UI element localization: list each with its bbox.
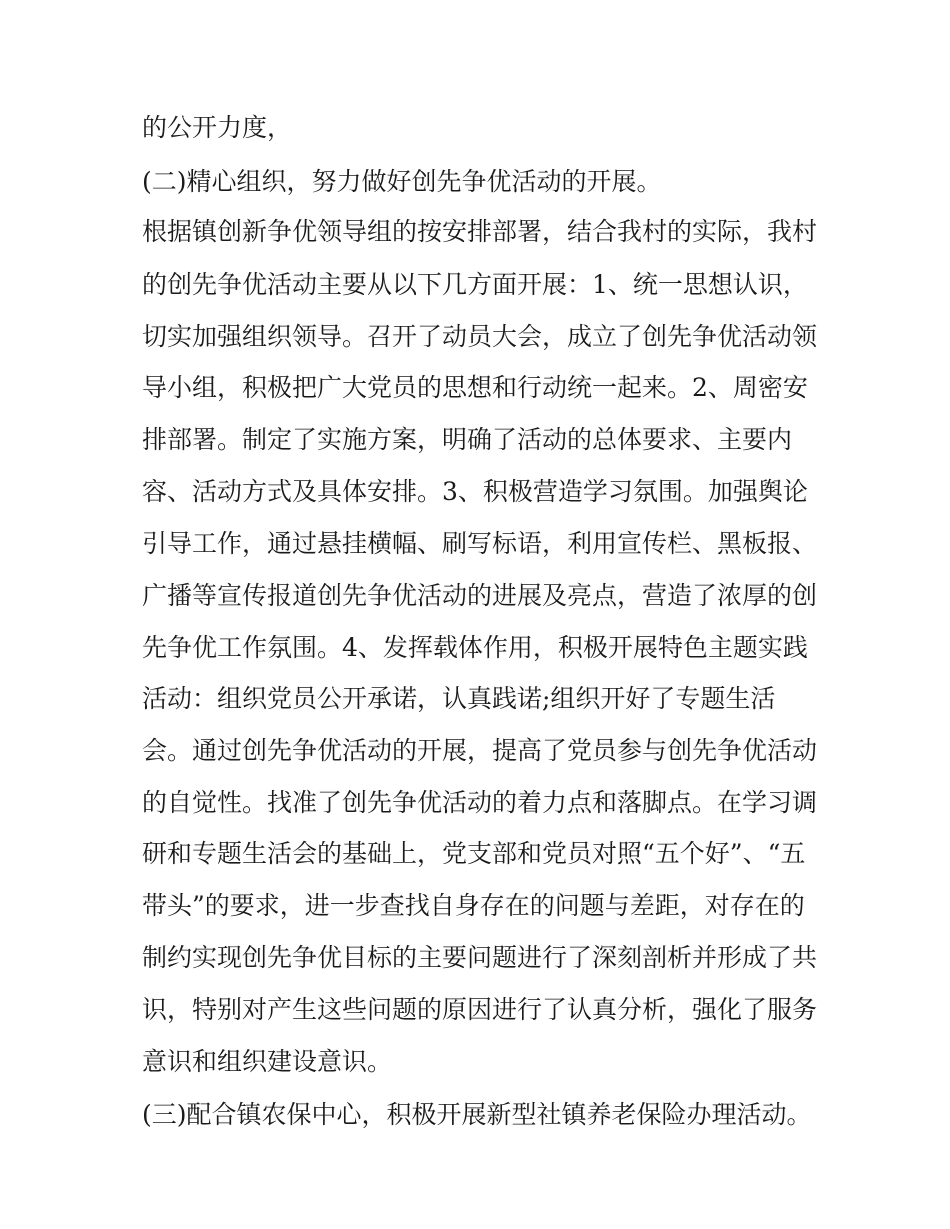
text-line: 研和专题生活会的基础上，党支部和党员对照“五个好”、“五 (142, 839, 806, 868)
text-line: 带头”的要求，进一步查找自身存在的问题与差距，对存在的 (142, 891, 805, 920)
text-line: 导小组，积极把广大党员的思想和行动统一起来。2、周密安 (142, 373, 808, 402)
text-line: 引导工作，通过悬挂横幅、刷写标语，利用宣传栏、黑板报、 (142, 529, 818, 558)
text-line: 容、活动方式及具体安排。3、积极营造学习氛围。加强舆论 (142, 477, 808, 506)
text-line: 活动：组织党员公开承诺，认真践诺;组织开好了专题生活 (142, 684, 776, 713)
text-line: 根据镇创新争优领导组的按安排部署，结合我村的实际，我村 (142, 217, 818, 246)
text-line: 意识和组织建设意识。 (142, 1047, 393, 1076)
section-heading: (二)精心组织，努力做好创先争优活动的开展。 (142, 167, 662, 196)
text-line: 的自觉性。找准了创先争优活动的着力点和落脚点。在学习调 (142, 788, 818, 817)
text-line: 先争优工作氛围。4、发挥载体作用，积极开展特色主题实践 (142, 633, 808, 662)
text-line: 的创先争优活动主要从以下几方面开展：1、统一思想认识， (142, 270, 808, 299)
text-line: 广播等宣传报道创先争优活动的进展及亮点，营造了浓厚的创 (142, 581, 818, 610)
text-line: 识，特别对产生这些问题的原因进行了认真分析，强化了服务 (142, 995, 818, 1024)
text-line: 会。通过创先争优活动的开展，提高了党员参与创先争优活动 (142, 736, 818, 765)
text-line: 的公开力度， (142, 113, 293, 142)
section-heading: (三)配合镇农保中心，积极开展新型社镇养老保险办理活动。 (142, 1100, 812, 1129)
text-line: 切实加强组织领导。召开了动员大会，成立了创先争优活动领 (142, 322, 818, 351)
text-line: 制约实现创先争优目标的主要问题进行了深刻剖析并形成了共 (142, 943, 818, 972)
text-line: 排部署。制定了实施方案，明确了活动的总体要求、主要内 (142, 425, 793, 454)
